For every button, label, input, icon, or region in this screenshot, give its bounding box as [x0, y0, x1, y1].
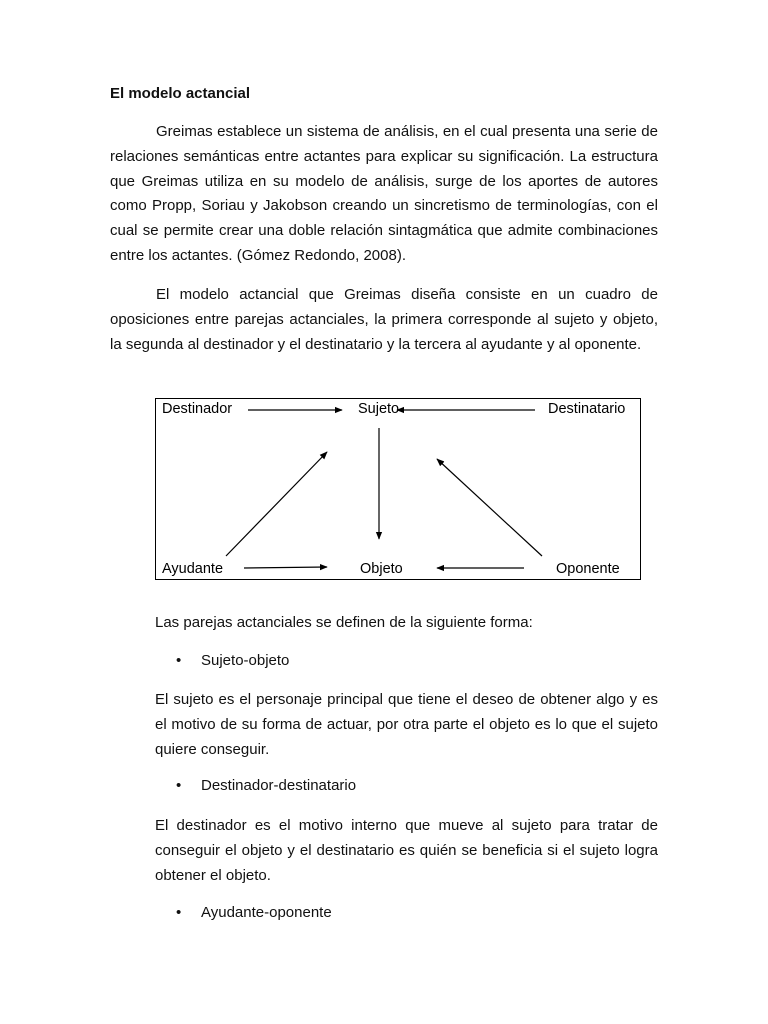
bullet-label: Sujeto-objeto: [201, 652, 290, 669]
actantial-diagram: [155, 398, 641, 580]
node-sujeto: Sujeto: [358, 401, 400, 417]
definition-destinador-destinatario: El destinador es el motivo interno que mueve al sujeto para tratar de conseguir el objeto y el destinatario es quién se beneficia si el sujeto logra obtener el objeto.: [155, 817, 658, 884]
arrow-ayudante-to-objeto: [244, 567, 327, 568]
node-objeto: Objeto: [360, 561, 403, 577]
pairs-intro: Las parejas actanciales se definen de la siguiente forma:: [155, 614, 533, 631]
paragraph-greimas-system: Greimas establece un sistema de análisis, en el cual presenta una serie de relaciones semánticas entre actantes para explicar su significación. La estructura que Greimas utiliza en su modelo de análisis, surge de los aportes de autores como Propp, Soriau y Jakobson creando un sincretismo de terminologías, con el cual se permite crear una doble relación sintagmática que admite combinaciones entre los actantes. (Gómez Redondo, 2008).: [110, 123, 658, 264]
arrow-oponente-to-sujeto: [437, 459, 542, 556]
bullet-label: Destinador-destinatario: [201, 777, 357, 794]
bullet-label: Ayudante-oponente: [201, 904, 332, 921]
bullet-ayudante-oponente: [176, 904, 332, 921]
paragraph-actantial-model: El modelo actancial que Greimas diseña consiste en un cuadro de oposiciones entre parejas actanciales, la primera corresponde al sujeto y objeto, la segunda al destinador y el destinatario y la tercera al ayudante y al oponente.: [110, 286, 658, 353]
definition-sujeto-objeto: El sujeto es el personaje principal que tiene el deseo de obtener algo y es el motivo de su forma de actuar, por otra parte el objeto es lo que el sujeto quiere conseguir.: [155, 691, 658, 758]
diagram-frame: [156, 399, 641, 580]
bullet-dot: •: [176, 904, 182, 921]
node-oponente: Oponente: [556, 561, 620, 577]
node-ayudante: Ayudante: [162, 561, 224, 577]
bullet-sujeto-objeto: [176, 652, 289, 669]
node-destinador: Destinador: [162, 401, 233, 417]
section-heading: El modelo actancial: [110, 85, 251, 102]
node-destinatario: Destinatario: [548, 401, 626, 417]
bullet-dot: •: [176, 652, 182, 669]
bullet-destinador-destinatario: [176, 777, 356, 794]
bullet-dot: •: [176, 777, 182, 794]
arrow-ayudante-to-sujeto: [226, 452, 327, 556]
